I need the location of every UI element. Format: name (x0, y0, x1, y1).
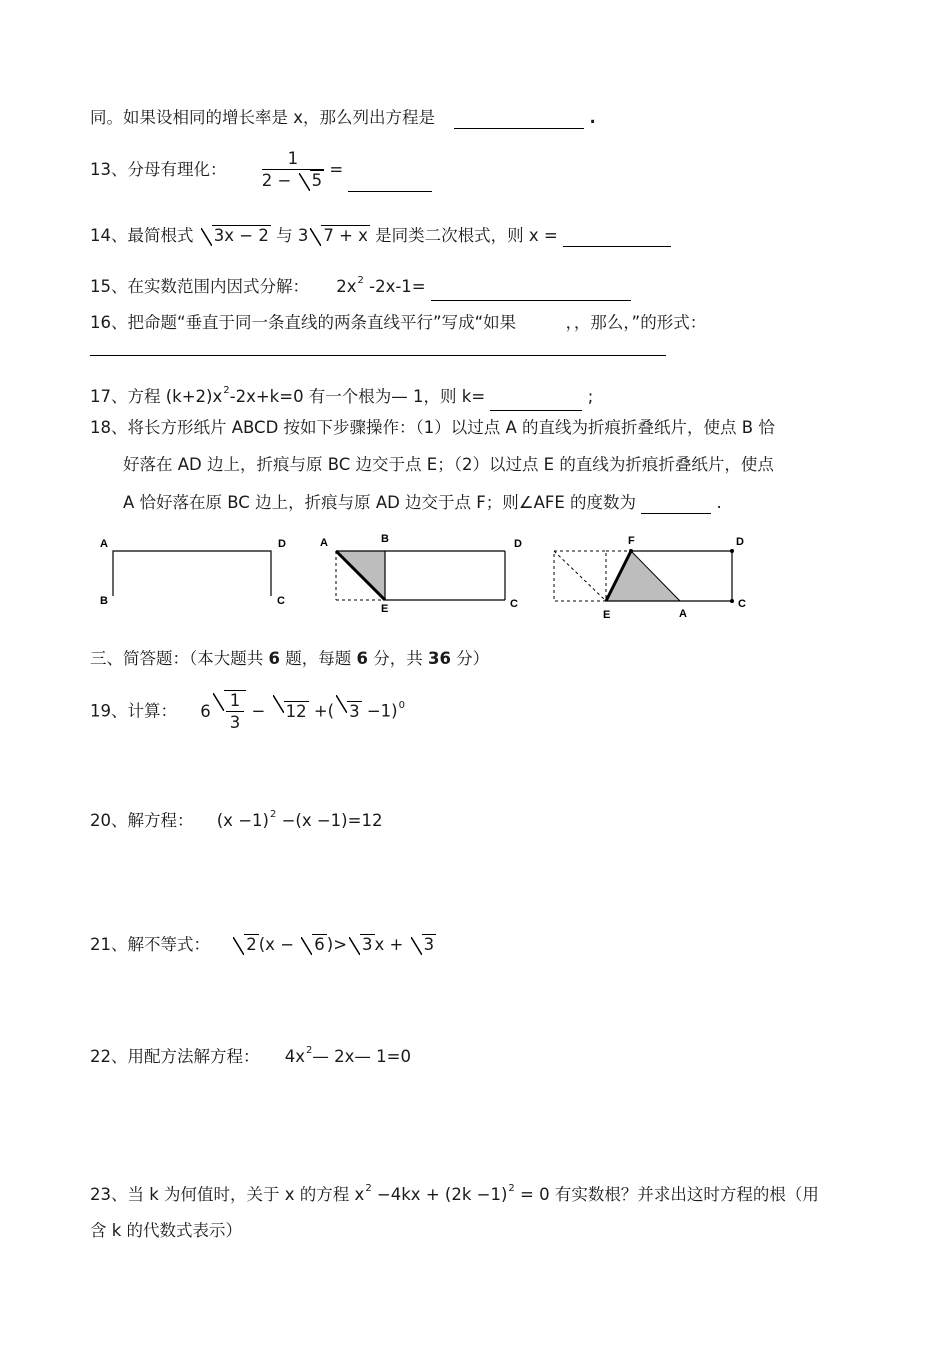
radical (336, 692, 362, 732)
expression: −(x −1)=12 (276, 811, 383, 830)
radical (273, 692, 309, 732)
radical (201, 225, 271, 247)
question-text: 好落在 AD 边上，折痕与原 BC 边交于点 E；（2）以过点 E 的直线为折痕折叠纸片，使点 (123, 455, 774, 474)
dashed-diagonal (554, 551, 606, 601)
question-18-line-2 (123, 454, 774, 476)
numerator: 1 (226, 691, 245, 712)
question-text: -2x+k=0 有一个根为— 1，则 k= (229, 387, 486, 406)
question-label: 13、分母有理化： (90, 160, 227, 179)
label-D: D (514, 538, 522, 550)
question-14 (90, 225, 671, 247)
exponent: 2 (306, 1045, 313, 1056)
period: . (589, 108, 596, 127)
point-C (730, 599, 734, 603)
fraction (262, 149, 324, 192)
heading-text: 分，共 (367, 649, 428, 668)
question-16 (90, 312, 706, 334)
radical (310, 225, 370, 247)
expression: (x − (258, 935, 300, 954)
exponent: 2 (357, 275, 364, 286)
figure-1 (100, 538, 286, 607)
label-D: D (736, 536, 744, 548)
radicand: 7 + x (323, 226, 368, 245)
question-text: 16、把命题“垂直于同一条直线的两条直线平行”写成“如果 ，，那么，”的形式： (90, 313, 707, 332)
question-text: 是同类二次根式，则 x = (375, 226, 558, 245)
period: . (716, 493, 722, 512)
radicand: 12 (285, 701, 307, 721)
question-17 (90, 386, 593, 411)
expression: -2x-1= (363, 277, 426, 296)
equals: = (329, 160, 344, 179)
label-D: D (278, 538, 286, 550)
label-B: B (100, 595, 108, 607)
question-23-line-2 (90, 1220, 242, 1242)
fraction (226, 691, 245, 734)
question-label: 21、解不等式： (90, 935, 210, 954)
operator: +( (308, 701, 335, 721)
label-E: E (381, 603, 389, 615)
radical (349, 934, 375, 956)
heading-text: 题，每题 (279, 649, 357, 668)
radical (411, 934, 437, 956)
expression: 4x (284, 1047, 306, 1066)
coefficient: 6 (200, 701, 211, 721)
operator: − (246, 701, 271, 721)
answer-blank[interactable] (490, 392, 582, 411)
answer-blank[interactable] (348, 173, 432, 192)
expression: x + (374, 935, 409, 954)
question-20 (90, 810, 382, 835)
label-C: C (277, 595, 285, 607)
numerator: 1 (262, 149, 324, 170)
question-label: 17、方程 (k+2)x (90, 387, 223, 406)
answer-line[interactable] (90, 355, 666, 356)
question-label: 19、计算： (90, 701, 177, 721)
radicand: 3x − 2 (213, 226, 269, 245)
expression: — 2x— 1=0 (312, 1047, 411, 1066)
denominator: 3 (229, 713, 241, 732)
semicolon: ; (587, 387, 594, 406)
exponent: 2 (508, 1183, 515, 1194)
expression: (x −1) (216, 811, 269, 830)
question-text: 含 k 的代数式表示） (90, 1221, 243, 1240)
expression: −1) (361, 701, 398, 721)
exponent: 2 (365, 1183, 372, 1194)
denominator (262, 170, 324, 192)
question-text: = 0 有实数根？并求出这时方程的根（用 (514, 1185, 819, 1204)
question-text: A 恰好落在原 BC 边上，折痕与原 AD 边交于点 F；则∠AFE 的度数为 (123, 493, 637, 512)
question-text: 与 3 (276, 226, 309, 245)
radicand: 3 (423, 935, 435, 954)
label-C: C (510, 598, 518, 610)
question-15 (90, 276, 631, 301)
label-F: F (628, 535, 635, 547)
label-A: A (100, 538, 108, 550)
exponent: 2 (269, 809, 277, 820)
rectangle-outline (113, 551, 271, 596)
question-19 (90, 690, 405, 735)
expression: 2x (336, 277, 357, 296)
label-E: E (603, 609, 611, 621)
answer-blank[interactable] (641, 495, 711, 514)
number: 6 (268, 649, 280, 668)
radicand: 2 (246, 935, 257, 954)
radical (213, 690, 247, 734)
question-23-line-1 (90, 1184, 819, 1209)
radicand: 6 (314, 935, 325, 954)
question-18-line-1 (90, 417, 775, 439)
radical (233, 934, 259, 956)
question-text: 18、将长方形纸片 ABCD 按如下步骤操作：（1）以过点 A 的直线为折痕折叠纸片，使点 B 恰 (90, 418, 775, 437)
number: 6 (356, 649, 368, 668)
point-F (629, 549, 633, 553)
point-D (730, 549, 734, 553)
radicand: 3 (362, 935, 373, 954)
question-22 (90, 1046, 411, 1071)
section-3-heading (90, 648, 489, 670)
question-label: 20、解方程： (90, 811, 194, 830)
exponent: 2 (223, 385, 230, 396)
label-B: B (381, 533, 389, 545)
answer-blank[interactable] (563, 228, 671, 247)
label-A: A (320, 537, 328, 549)
radicand (224, 690, 247, 734)
question-text: 23、当 k 为何值时，关于 x 的方程 x (90, 1185, 365, 1204)
question-21 (90, 934, 436, 956)
question-label: 15、在实数范围内因式分解： (90, 277, 309, 296)
answer-blank[interactable] (431, 282, 631, 301)
radical (299, 170, 325, 192)
expression: )> (326, 935, 348, 954)
label-C: C (738, 598, 746, 610)
heading-text: 分） (450, 649, 490, 668)
label-A: A (679, 608, 687, 620)
radicand: 3 (349, 701, 360, 721)
question-12-continuation (90, 107, 596, 129)
answer-blank[interactable] (454, 110, 584, 129)
question-label: 22、用配方法解方程： (90, 1047, 260, 1066)
expression: −4kx + (2k −1) (371, 1185, 508, 1204)
den-text: 2 − (261, 171, 297, 190)
folding-figures (0, 530, 950, 625)
figure-3 (554, 535, 746, 621)
question-18-line-3 (123, 492, 722, 514)
question-text: 同。如果设相同的增长率是 x，那么列出方程是 (90, 108, 436, 127)
radical (301, 934, 327, 956)
number: 36 (427, 649, 451, 668)
question-label: 14、最简根式 (90, 226, 194, 245)
heading-text: 三、简答题：（本大题共 (90, 649, 269, 668)
figure-2 (320, 533, 522, 615)
exponent: 0 (398, 699, 405, 711)
question-13 (90, 148, 432, 192)
radicand: 5 (311, 171, 323, 190)
